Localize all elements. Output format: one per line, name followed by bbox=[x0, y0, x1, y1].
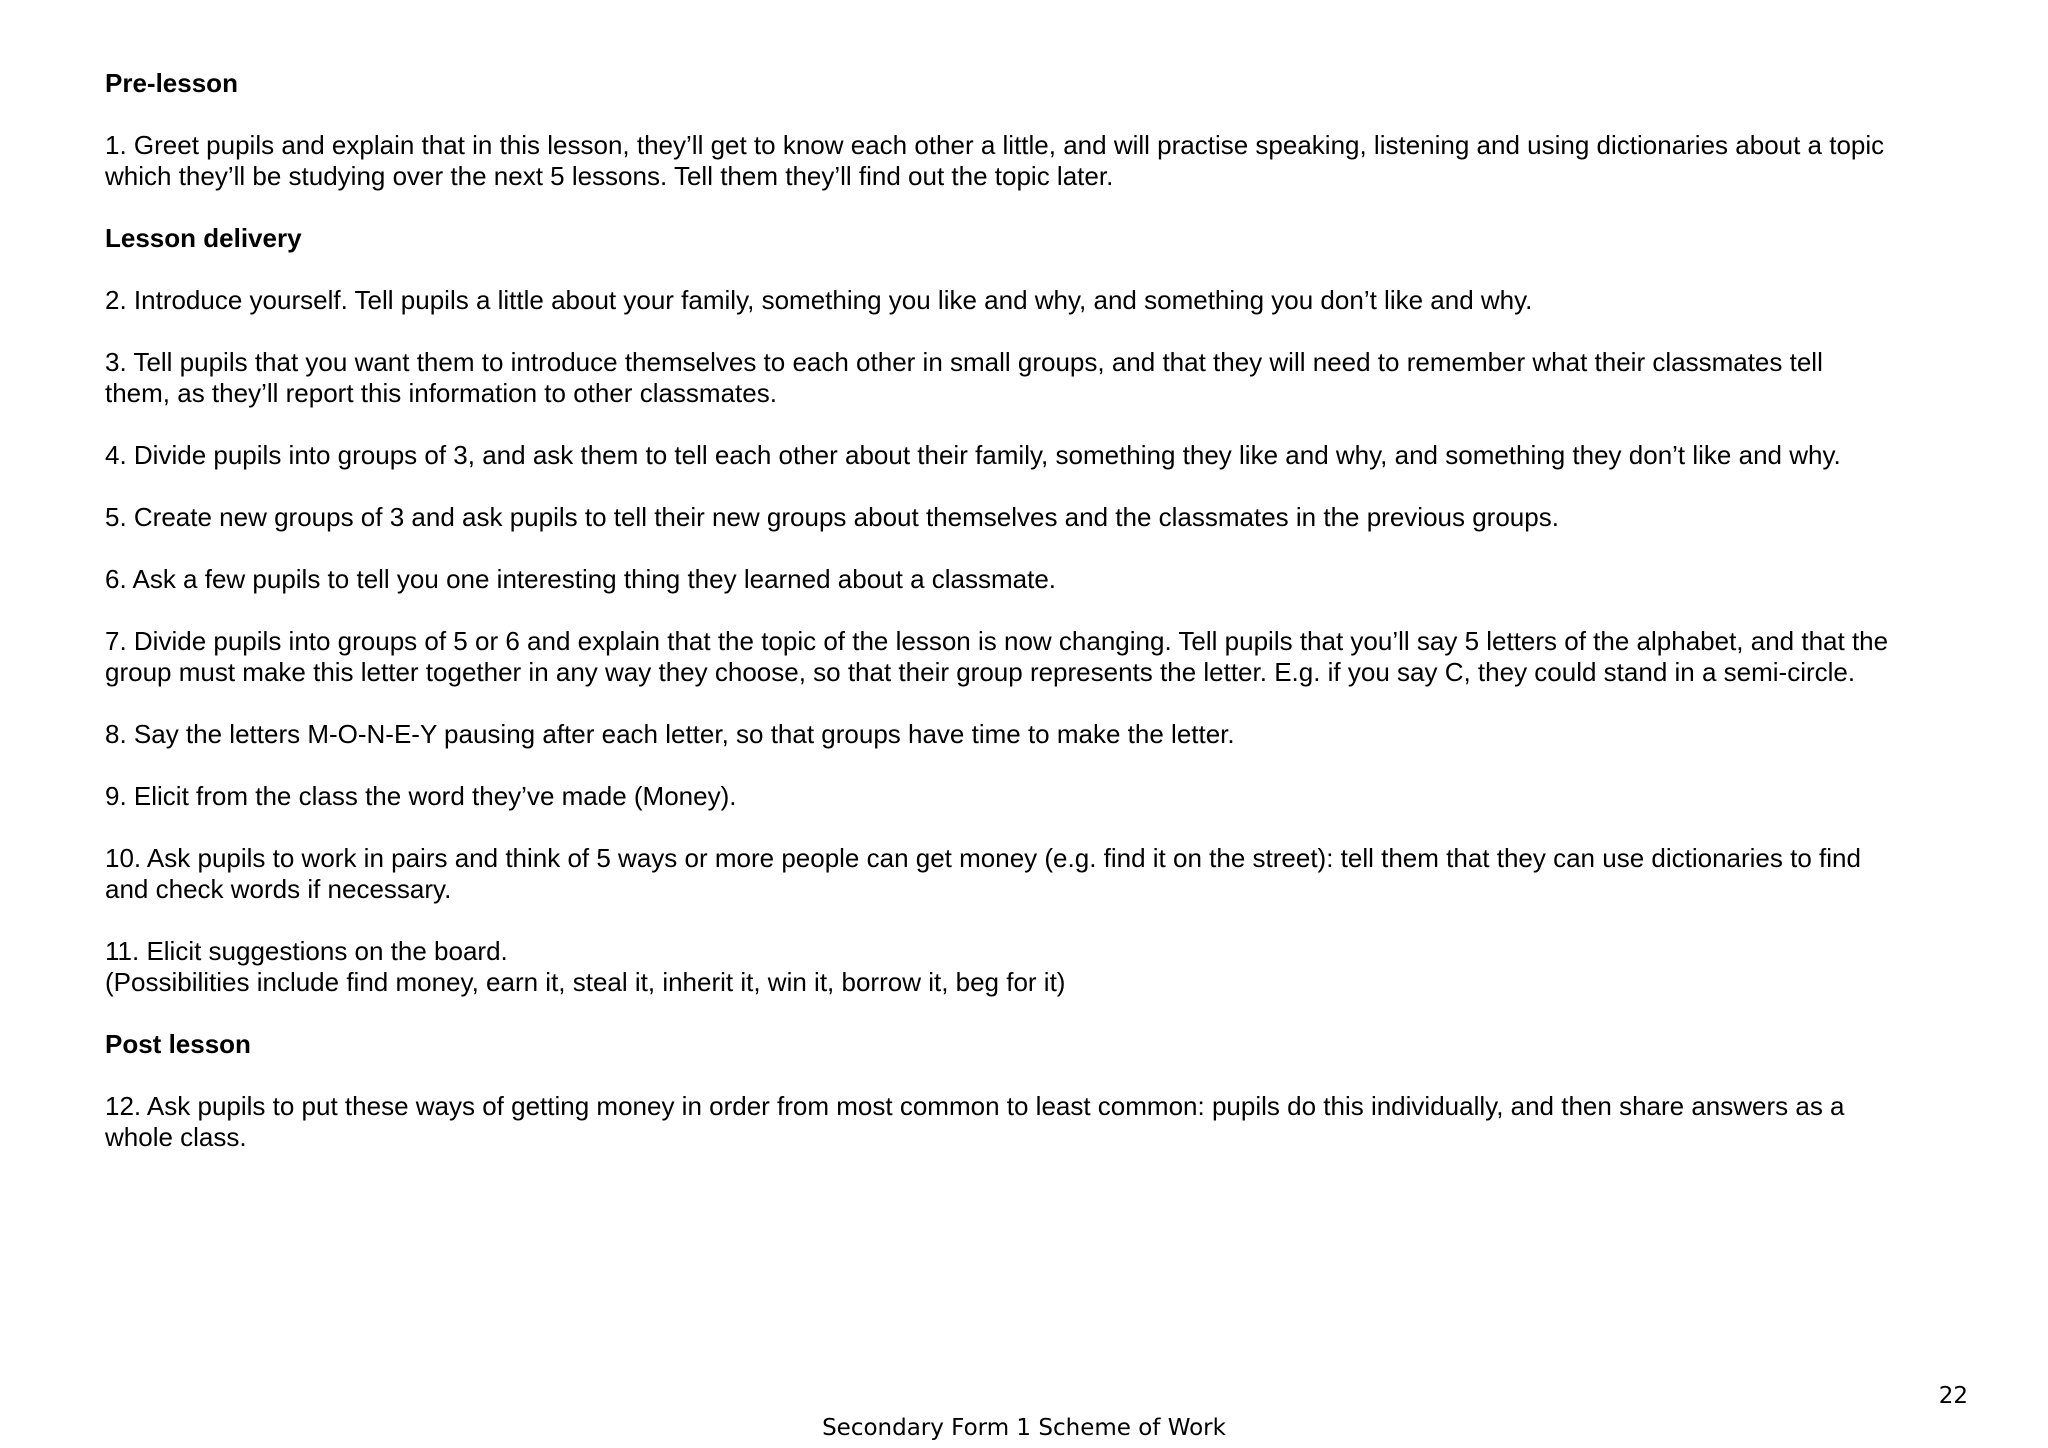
step-line: 12. Ask pupils to put these ways of getting money in order from most common to least common: pupils do this individually, and then share answers as a bbox=[105, 1091, 1845, 1121]
step-5 bbox=[105, 502, 1995, 533]
step-9 bbox=[105, 781, 1995, 812]
step-line: whole class. bbox=[105, 1122, 247, 1152]
step-line: 11. Elicit suggestions on the board. bbox=[105, 936, 508, 966]
step-3 bbox=[105, 347, 1995, 409]
step-line: 9. Elicit from the class the word they’ve made (Money). bbox=[105, 781, 737, 811]
section-heading-pre-lesson: Pre-lesson bbox=[105, 68, 238, 98]
step-line: them, as they’ll report this information to other classmates. bbox=[105, 378, 777, 408]
step-line: 10. Ask pupils to work in pairs and think of 5 ways or more people can get money (e.g. find it on the street): tell them that they can use dictionaries to find bbox=[105, 843, 1861, 873]
step-2 bbox=[105, 285, 1995, 316]
step-line: 6. Ask a few pupils to tell you one interesting thing they learned about a classmate. bbox=[105, 564, 1057, 594]
page-footer: Secondary Form 1 Scheme of Work bbox=[822, 1415, 1226, 1441]
step-line: which they’ll be studying over the next 5 lessons. Tell them they’ll find out the topic later. bbox=[105, 161, 1114, 191]
step-6 bbox=[105, 564, 1995, 595]
step-line: 2. Introduce yourself. Tell pupils a little about your family, something you like and why, and something you don’t like and why. bbox=[105, 285, 1533, 315]
step-line: 7. Divide pupils into groups of 5 or 6 and explain that the topic of the lesson is now changing. Tell pupils that you’ll say 5 letters of the alphabet, and that the bbox=[105, 626, 1889, 656]
step-line: (Possibilities include find money, earn it, steal it, inherit it, win it, borrow it, beg for it) bbox=[105, 967, 1066, 997]
step-7 bbox=[105, 626, 1995, 688]
step-1 bbox=[105, 130, 1995, 192]
step-11 bbox=[105, 936, 1995, 998]
document-body bbox=[105, 68, 1995, 1184]
page-number: 22 bbox=[1938, 1383, 1968, 1409]
step-line: and check words if necessary. bbox=[105, 874, 452, 904]
step-line: 4. Divide pupils into groups of 3, and ask them to tell each other about their family, something they like and why, and something they don’t like and why. bbox=[105, 440, 1841, 470]
step-12 bbox=[105, 1091, 1995, 1153]
step-line: 3. Tell pupils that you want them to introduce themselves to each other in small groups, and that they will need to remember what their classmates tell bbox=[105, 347, 1823, 377]
step-8 bbox=[105, 719, 1995, 750]
step-10 bbox=[105, 843, 1995, 905]
step-4 bbox=[105, 440, 1995, 471]
step-line: 5. Create new groups of 3 and ask pupils to tell their new groups about themselves and the classmates in the previous groups. bbox=[105, 502, 1559, 532]
section-heading-post-lesson: Post lesson bbox=[105, 1029, 251, 1059]
step-line: group must make this letter together in any way they choose, so that their group represents the letter. E.g. if you say C, they could stand in a semi-circle. bbox=[105, 657, 1856, 687]
step-line: 8. Say the letters M-O-N-E-Y pausing after each letter, so that groups have time to make the letter. bbox=[105, 719, 1235, 749]
section-heading-lesson-delivery: Lesson delivery bbox=[105, 223, 302, 253]
step-line: 1. Greet pupils and explain that in this lesson, they’ll get to know each other a little, and will practise speaking, listening and using dictionaries about a topic bbox=[105, 130, 1885, 160]
